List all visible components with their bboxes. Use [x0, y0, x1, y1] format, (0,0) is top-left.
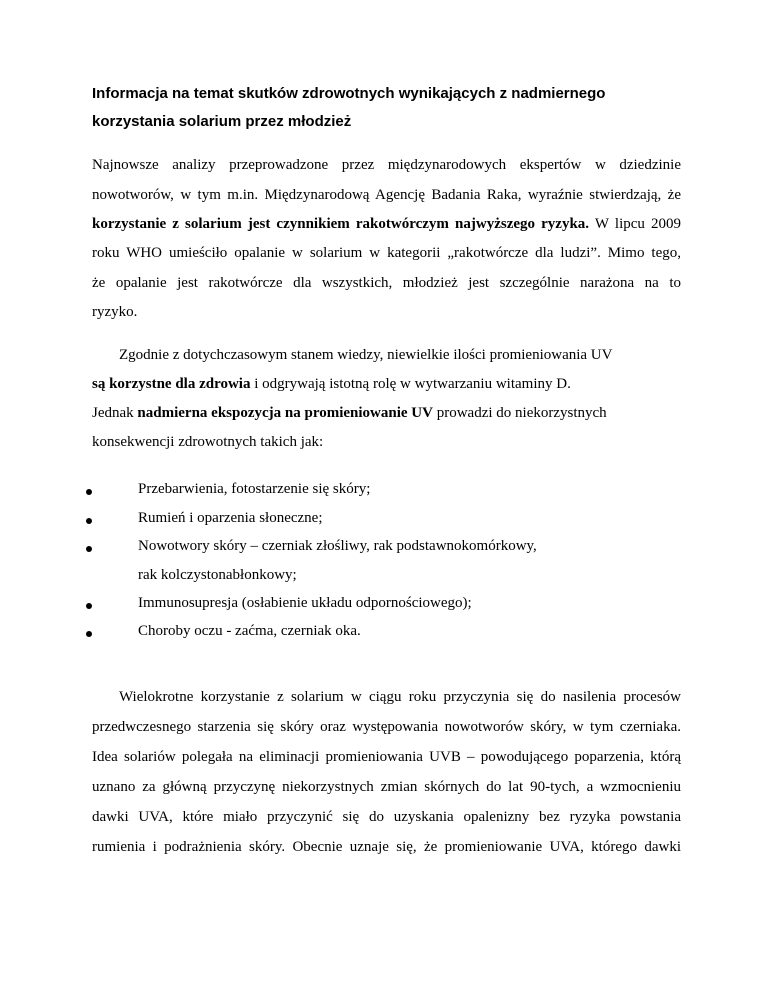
uv-line-3-rest: prowadzi do niekorzystnych: [432, 405, 607, 421]
effect-item-2: Rumień i oparzenia słoneczne;: [138, 510, 323, 526]
bullet-icon: [86, 603, 92, 609]
uv-line-1: Zgodnie z dotychczasowym stanem wiedzy, niewielkie ilości promieniowania UV: [119, 347, 613, 363]
effect-item-5: Choroby oczu - zaćma, czerniak oka.: [138, 623, 361, 639]
title-line-1: Informacja na temat skutków zdrowotnych wynikających z nadmiernego: [92, 85, 606, 102]
intro-line-2: nowotworów, w tym m.in. Międzynarodową Agencję Badania Raka, wyraźnie stwierdzają, że: [92, 187, 681, 203]
uv-line-2: [92, 375, 571, 393]
uv-line-4: konsekwencji zdrowotnych takich jak:: [92, 434, 324, 450]
effect-item-4: Immunosupresja (osłabienie układu odpornościowego);: [138, 595, 472, 611]
intro-line-4: roku WHO umieściło opalanie w solarium w kategorii „rakotwórcze dla ludzi”. Mimo tego,: [92, 245, 681, 261]
uv-line-3: [92, 404, 607, 422]
intro-line-3-rest: W lipcu 2009: [589, 216, 682, 232]
intro-line-6: ryzyko.: [92, 304, 138, 320]
effect-item-1: Przebarwienia, fotostarzenie się skóry;: [138, 481, 371, 497]
bullet-icon: [86, 518, 92, 524]
uv-line-2-rest: i odgrywają istotną rolę w wytwarzaniu witaminy D.: [250, 376, 571, 392]
repeat-line-1: Wielokrotne korzystanie z solarium w ciągu roku przyczynia się do nasilenia procesów: [119, 689, 681, 705]
effect-item-3-continued: rak kolczystonabłonkowy;: [138, 567, 297, 583]
repeat-line-4: uznano za główną przyczynę niekorzystnych zmian skórnych do lat 90-tych, a wzmocnieniu: [92, 779, 681, 795]
title-line-2: korzystania solarium przez młodzież: [92, 113, 352, 130]
effect-item-3: Nowotwory skóry – czerniak złośliwy, rak podstawnokomórkowy,: [138, 538, 537, 554]
intro-bold-statement: korzystanie z solarium jest czynnikiem rakotwórczym najwyższego ryzyka.: [92, 216, 590, 232]
repeat-line-3: Idea solariów polegała na eliminacji promieniowania UVB – powodującego poparzenia, którą: [92, 749, 681, 765]
uv-bold-benefit: są korzystne dla zdrowia: [92, 376, 251, 392]
intro-line-1: Najnowsze analizy przeprowadzone przez międzynarodowych ekspertów w dziedzinie: [92, 157, 681, 173]
intro-line-5: że opalanie jest rakotwórcze dla wszystkich, młodzież jest szczególnie narażona na to: [92, 275, 681, 291]
bullet-icon: [86, 546, 92, 552]
repeat-line-5: dawki UVA, które miało przyczynić się do uzyskania opalenizny bez ryzyka powstania: [92, 809, 681, 825]
bullet-icon: [86, 489, 92, 495]
bullet-icon: [86, 631, 92, 637]
uv-line-3-pre: Jednak: [92, 405, 138, 421]
intro-line-3: [92, 215, 681, 233]
repeat-line-6: rumienia i podrażnienia skóry. Obecnie uznaje się, że promieniowanie UVA, którego dawki: [92, 839, 681, 855]
repeat-line-2: przedwczesnego starzenia się skóry oraz występowania nowotworów skóry, w tym czerniaka.: [92, 719, 681, 735]
uv-bold-exposure: nadmierna ekspozycja na promieniowanie UV: [137, 405, 433, 421]
